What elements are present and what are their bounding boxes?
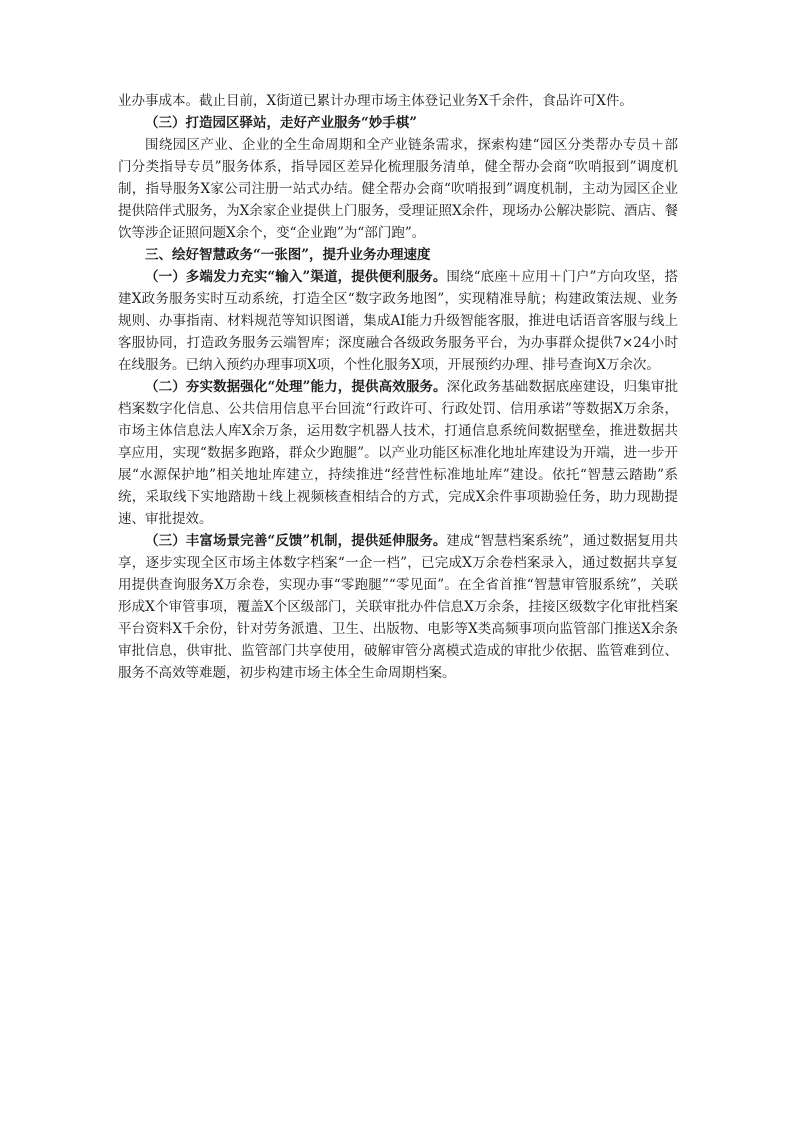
paragraph-text: 建成“智慧档案系统”，通过数据复用共享，逐步实现全区市场主体数字档案“一企一档”，已完成X万余卷档案录入，通过数据共享复用提供查询服务X万余卷，实现办事“零跑腿”“零见面”。在全省首推“智慧审管服系统”，关联形成X个审管事项，覆盖X个区级部门，关联审批办件信息X万余条，挂接区级数字化审批档案平台资料X千余份，针对劳务派遣、卫生、出版物、电影等X类高频事项向监管部门推送X余条审批信息，供审批、监管部门共享使用，破解审管分离模式造成的审批少依据、监管难到位、服务不高效等难题，初步构建市场主体全生命周期档案。 xyxy=(118,533,678,681)
paragraph-text: 深化政务基础数据底座建设，归集审批档案数字化信息、公共信用信息平台回流“行政许可、行政处罚、信用承诺”等数据X万余条，市场主体信息法人库X余万条，运用数字机器人技术，打通信息系统间数据壁垒，推进数据共享应用，实现“数据多跑路，群众少跑腿”。以产业功能区标准化地址库建设为开端，进一步开展“水源保护地”相关地址库建立，持续推进“经营性标准地址库”建设。依托“智慧云踏勘”系统，采取线下实地踏勘＋线上视频核查相结合的方式，完成X余件事项勘验任务，助力现勘提速、审批提效。 xyxy=(118,379,679,527)
paragraph-processing-capability xyxy=(118,376,678,530)
paragraph-park-services: 围绕园区产业、企业的全生命周期和全产业链条需求，探索构建“园区分类帮办专员＋部门分类指导专员”服务体系，指导园区差异化梳理服务清单，健全帮办会商“吹哨报到”调度机制，指导服务X家公司注册一站式办结。健全帮办会商“吹哨报到”调度机制，主动为园区企业提供陪伴式服务，为X余家企业提供上门服务，受理证照X余件，现场办公解决影院、酒店、餐饮等涉企证照问题X余个，变“企业跑”为“部门跑”。 xyxy=(118,137,678,241)
paragraph-continuation: 业办事成本。截止目前，X街道已累计办理市场主体登记业务X千余件，食品许可X件。 xyxy=(118,93,633,109)
paragraph-lead: （三）丰富场景完善“反馈”机制，提供延伸服务。 xyxy=(145,533,447,549)
paragraph-lead: （一）多端发力充实“输入”渠道，提供便利服务。 xyxy=(145,269,447,285)
paragraph-lead: （二）夯实数据强化“处理”能力，提供高效服务。 xyxy=(145,379,447,395)
document-body xyxy=(118,90,678,684)
paragraph-input-channel xyxy=(118,266,678,376)
paragraph-text: 围绕“底座＋应用＋门户”方向攻坚，搭建X政务服务实时互动系统，打造全区“数字政务地图”，实现精准导航；构建政策法规、业务规则、办事指南、材料规范等知识图谱，集成AI能力升级智能客服，推进电话语音客服与线上客服协同，打造政务服务云端智库；深度融合各级政务服务平台，为办事群众提供7×24小时在线服务。已纳入预约办理事项X项，个性化服务X项，开展预约办理、排号查询X万余次。 xyxy=(118,269,678,373)
section-heading-smart-government: 三、绘好智慧政务“一张图”，提升业务办理速度 xyxy=(145,247,431,263)
paragraph-feedback-mechanism xyxy=(118,530,678,684)
subheading-park-station: （三）打造园区驿站，走好产业服务“妙手棋” xyxy=(145,115,418,131)
